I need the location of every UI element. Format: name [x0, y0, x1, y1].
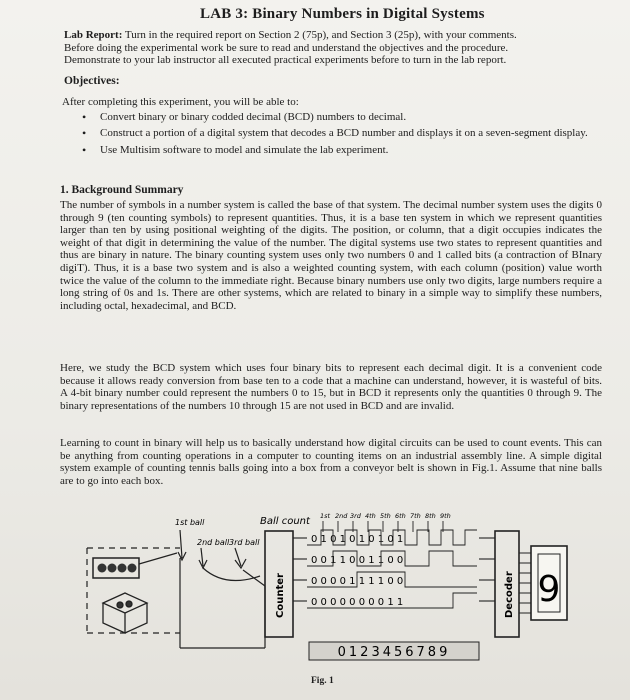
objective-text: Convert binary or binary codded decimal (BCD) numbers to decimal.: [100, 111, 407, 123]
bus-lines: [479, 538, 495, 601]
counter-label: Counter: [275, 573, 286, 618]
binary-row: 0 0 0 0 0 0 0 0 1 1: [311, 597, 404, 608]
conveyor-belt: [93, 553, 177, 578]
box-outline: [87, 548, 180, 633]
decoder-label: Decoder: [504, 571, 515, 618]
lab-report-label: Lab Report:: [64, 29, 123, 41]
binary-row: 0 0 1 1 0 0 1 1 0 0: [311, 555, 404, 566]
bullet-icon: •: [82, 110, 87, 124]
binary-row: 0 1 0 1 0 1 0 1 0 1: [311, 534, 404, 545]
lab-report-line-2: Before doing the experimental work be sure to read and understand the objectives and the procedure.: [64, 42, 509, 54]
box-icon: [103, 593, 147, 633]
display-digit: 9: [537, 569, 561, 610]
objectives-heading: Objectives:: [64, 75, 120, 87]
objectives-list: [82, 111, 602, 157]
objective-item: [82, 144, 602, 156]
sensor-cable: [180, 558, 265, 648]
objectives-intro: After completing this experiment, you will be able to:: [62, 96, 299, 108]
lab-report-line-3: Demonstrate to your lab instructor all executed practical experiments before to turn in the lab report.: [64, 54, 507, 66]
objective-text: Use Multisim software to model and simulate the lab experiment.: [100, 144, 389, 157]
decoder-outputs: [519, 553, 531, 613]
ordinal-label: 9th: [440, 512, 451, 520]
background-paragraph-3: Learning to count in binary will help us to basically understand how digital circuits can be used to count events. This can be anything from counting operations in a computer to counting items on an industrial assembly line. A simple digital system example of counting tennis balls going into a box from a conveyor belt is shown in Fig.1. Assume that nine balls are to go into each box.: [60, 437, 602, 487]
objective-text: Construct a portion of a digital system that decodes a BCD number and displays it on a seven-segment display.: [100, 127, 588, 140]
figure-caption: Fig. 1: [311, 676, 334, 686]
ordinal-label: 5th: [380, 512, 391, 520]
seven-segment-display: [531, 546, 567, 620]
third-ball-label: 3rd ball: [229, 538, 260, 547]
bit-lines: [293, 538, 307, 601]
ordinal-labels: [320, 512, 451, 520]
first-ball-label: 1st ball: [175, 518, 205, 527]
ball-count-label: Ball count: [260, 516, 310, 527]
page-title: LAB 3: Binary Numbers in Digital Systems: [200, 6, 485, 22]
background-paragraph-2: Here, we study the BCD system which uses four binary bits to represent each decimal digit. It is a convenient code because it allows ready conversion from base ten to a code that a machine can understand, however, it is wasteful of bits. A 4-bit binary number could represent the numbers 0 to 15, but in BCD it represents only the quantities 0 through 9. The binary representations of the numbers 10 through 15 are not used in BCD and are invalid.: [60, 362, 602, 412]
lab-report-line-1: [64, 29, 604, 41]
ordinal-label: 3rd: [350, 512, 361, 520]
digit-strip: [309, 642, 479, 660]
ordinal-label: 2nd: [335, 512, 348, 520]
ordinal-label: 1st: [320, 512, 331, 520]
digit-strip-text: 0123456789: [337, 645, 451, 660]
binary-row: 0 0 0 0 1 1 1 1 0 0: [311, 576, 404, 587]
bullet-icon: •: [82, 143, 87, 158]
lab-report-text-1: Turn in the required report on Section 2 (75p), and Section 3 (25p), with your comments.: [122, 29, 517, 41]
background-heading: 1. Background Summary: [60, 184, 184, 196]
objective-item: [82, 111, 602, 123]
bullet-icon: •: [82, 126, 87, 141]
objective-item: [82, 127, 605, 139]
ordinal-label: 8th: [425, 512, 436, 520]
second-ball-label: 2nd ball: [197, 538, 230, 547]
ordinal-label: 4th: [365, 512, 376, 520]
figure-1: [85, 508, 605, 673]
ordinal-label: 7th: [410, 512, 421, 520]
background-paragraph-1: The number of symbols in a number system is called the base of that system. The decimal number system uses the digits 0 through 9 (ten counting symbols) to represent quantities. Thus, it is a base ten system in which we represent quantities larger than ten by using positional weighting of the digits. The position, or column, that a digit occupies indicates the weight of that digit in determining the value of the number. The digital systems use two states to represent quantities and thus are binary in nature. The binary counting system uses only two numbers 0 and 1 called bits (a contraction of BInary digiT). Thus, it is a base two system and is also a weighted counting system, with each column (position) value worth twice the value of the column to the immediate right. Because binary numbers use only two digits, large numbers require a long string of 0s and 1s. There are other systems, which are related to binary in a simple way to simplify these numbers, including octal, hexadecimal, and BCD.: [60, 199, 602, 312]
ordinal-label: 6th: [395, 512, 406, 520]
